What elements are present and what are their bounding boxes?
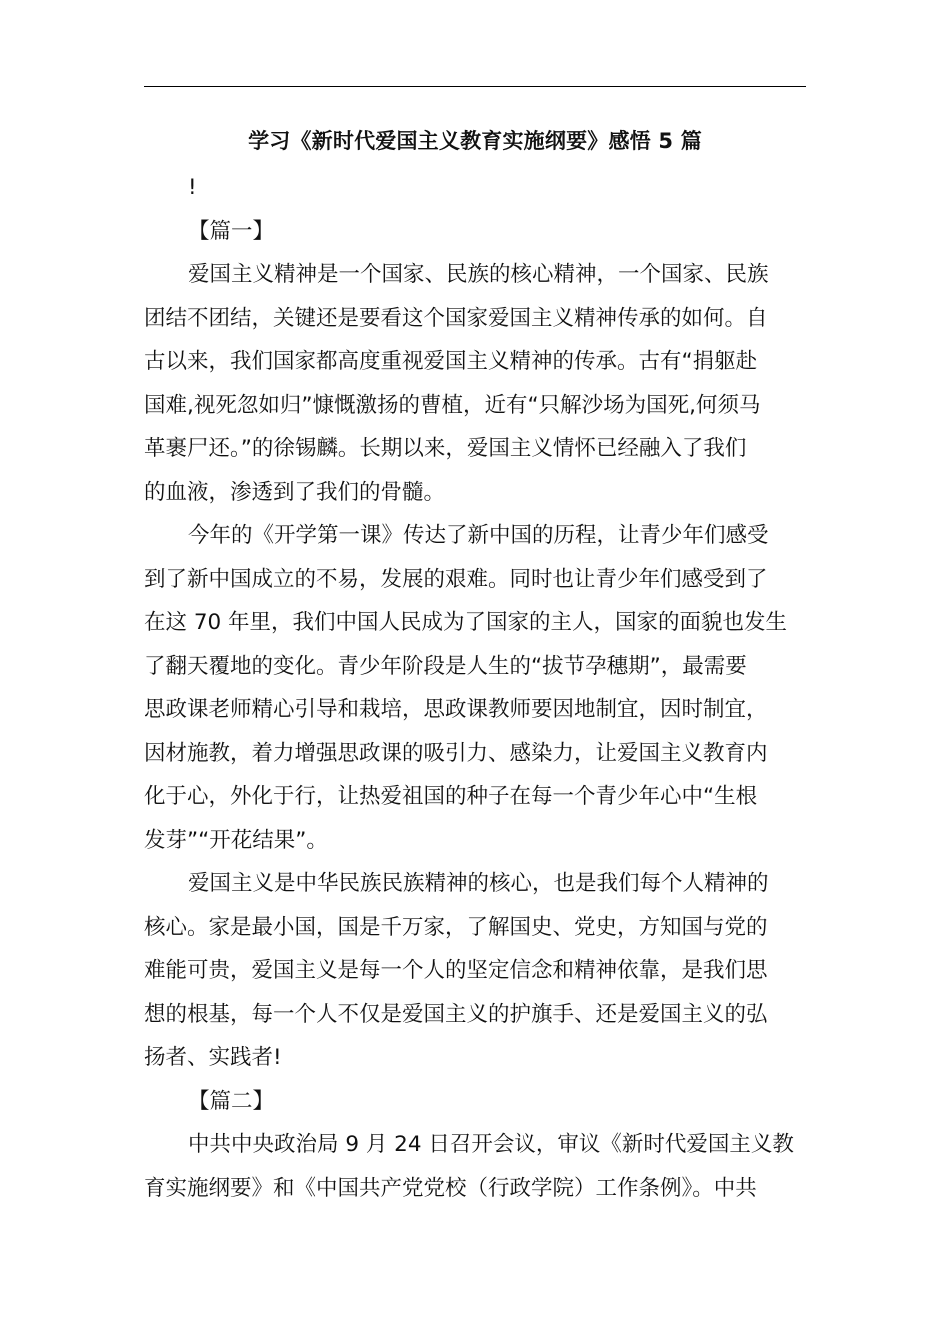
body-line: 发芽”“开花结果”。 <box>144 827 328 853</box>
body-line: 【篇一】 <box>188 218 275 244</box>
body-line: 核心。家是最小国，国是千万家，了解国史、党史，方知国与党的 <box>144 914 768 940</box>
body-line: 【篇二】 <box>188 1088 275 1114</box>
body-line: 古以来，我们国家都高度重视爱国主义精神的传承。古有“捐躯赴 <box>144 349 758 374</box>
body-line: ! <box>188 175 197 200</box>
body-line: 因材施教，着力增强思政课的吸引力、感染力，让爱国主义教育内 <box>144 740 768 766</box>
body-line: 育实施纲要》和《中国共产党党校（行政学院）工作条例》。中共 <box>144 1175 757 1201</box>
document-title: 学习《新时代爱国主义教育实施纲要》感悟 5 篇 <box>248 129 702 153</box>
body-line: 团结不团结，关键还是要看这个国家爱国主义精神传承的如何。自 <box>144 305 768 331</box>
body-line: 扬者、实践者! <box>144 1045 282 1070</box>
body-line: 在这 70 年里，我们中国人民成为了国家的主人，国家的面貌也发生 <box>144 610 788 635</box>
body-line: 革裹尸还。”的徐锡麟。长期以来，爱国主义情怀已经融入了我们 <box>144 436 747 461</box>
body-line: 的血液，渗透到了我们的骨髓。 <box>144 479 446 505</box>
body-line: 难能可贵，爱国主义是每一个人的坚定信念和精神依靠，是我们思 <box>144 958 768 983</box>
body-line: 思政课老师精心引导和栽培，思政课教师要因地制宜，因时制宜， <box>144 697 768 722</box>
body-line: 到了新中国成立的不易，发展的艰难。同时也让青少年们感受到了 <box>144 566 768 592</box>
body-line: 国难,视死忽如归”慷慨激扬的曹植，近有“只解沙场为国死,何须马 <box>144 392 761 418</box>
body-line: 今年的《开学第一课》传达了新中国的历程，让青少年们感受 <box>188 523 769 548</box>
header-rule <box>144 86 806 87</box>
document-body <box>144 166 806 1210</box>
body-line: 化于心，外化于行，让热爱祖国的种子在每一个青少年心中“生根 <box>144 784 758 809</box>
body-line: 了翻天覆地的变化。青少年阶段是人生的“拔节孕穗期”，最需要 <box>144 653 747 679</box>
body-line: 想的根基，每一个人不仅是爱国主义的护旗手、还是爱国主义的弘 <box>144 1001 768 1027</box>
body-line: 爱国主义精神是一个国家、民族的核心精神，一个国家、民族 <box>188 262 769 287</box>
body-line: 爱国主义是中华民族民族精神的核心，也是我们每个人精神的 <box>188 871 769 896</box>
body-line: 中共中央政治局 9 月 24 日召开会议，审议《新时代爱国主义教 <box>188 1132 794 1157</box>
